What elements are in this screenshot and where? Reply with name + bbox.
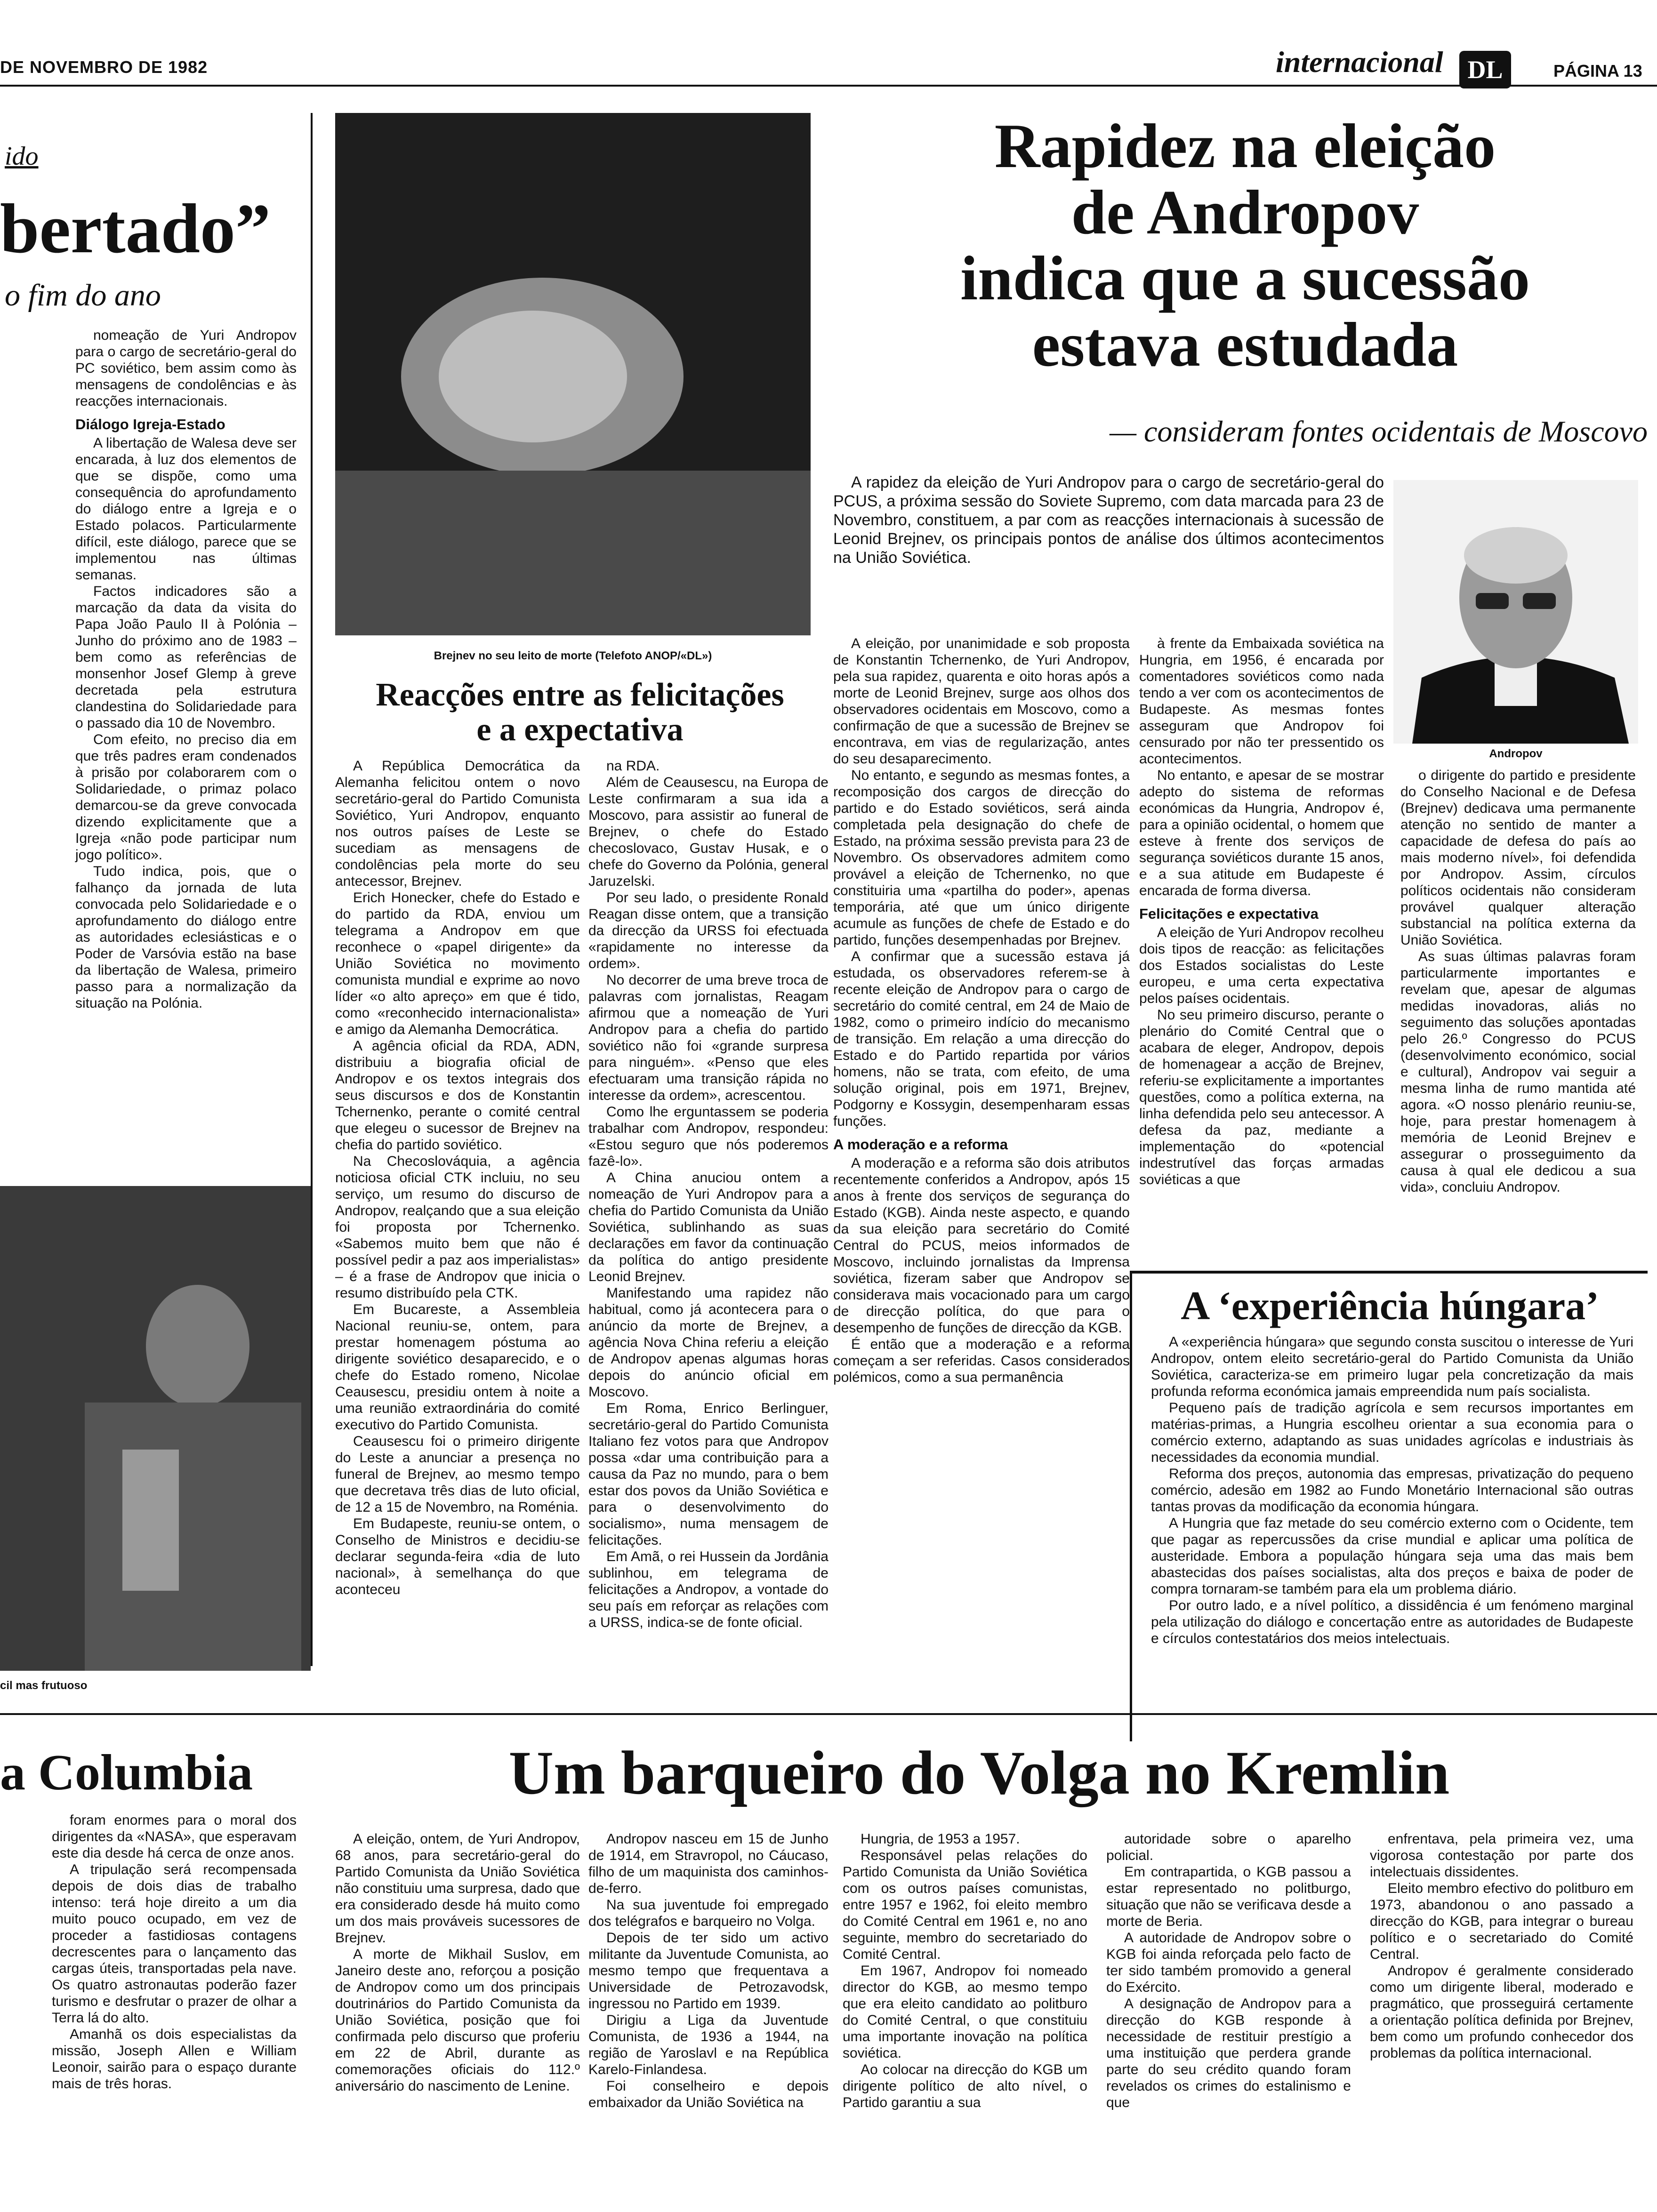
barqueiro-paragraph: Ao colocar na direcção do KGB um dirigente político de alto nível, o Partido garantiu a sua <box>843 2062 1087 2110</box>
barqueiro-col4 <box>1106 1831 1351 2111</box>
left-title: bertado” <box>0 190 271 268</box>
barqueiro-paragraph: Foi conselheiro e depois embaixador da União Soviética na <box>588 2078 828 2110</box>
left-paragraph: Com efeito, no preciso dia em que três padres eram condenados à prisão por colaborarem com o Solidariedade, o primaz polaco demarcou-se da greve convocada dizendo explicitamente que a Igreja «não pode participar num jogo político». <box>75 732 297 863</box>
columbia-title: a Columbia <box>0 1745 253 1801</box>
barqueiro-paragraph: A eleição, ontem, de Yuri Andropov, 68 anos, para secretário-geral do Partido Comunista da União Soviética não constituiu uma surpresa, dado que era considerado desde há muito como um dos mais prováveis sucessores de Brejnev. <box>335 1831 580 1946</box>
main-paragraph: A eleição, por unanimidade e sob proposta de Konstantin Tchernenko, de Yuri Andropov, pela sua rapidez, quarenta e oito horas após a morte de Leonid Brejnev, surge aos olhos dos observadores ocidentais em Moscovo, como a confirmação de que a sucessão de Brejnev se encontrava, em vias de regularização, antes do seu desaparecimento. <box>833 636 1130 767</box>
barqueiro-paragraph: Dirigiu a Liga da Juventude Comunista, de 1936 a 1944, na região de Yaroslavl e na República Karelo-Finlandesa. <box>588 2012 828 2077</box>
barqueiro-paragraph: enfrentava, pela primeira vez, uma vigorosa contestação por parte dos intelectuais dissidentes. <box>1370 1831 1633 1880</box>
andropov-photo-caption: Andropov <box>1489 747 1543 760</box>
barqueiro-paragraph: autoridade sobre o aparelho policial. <box>1106 1831 1351 1863</box>
barqueiro-paragraph: A autoridade de Andropov sobre o KGB foi ainda reforçada pelo facto de ter sido também promovido a general do Exército. <box>1106 1930 1351 1995</box>
barqueiro-col2 <box>588 1831 828 2111</box>
barqueiro-paragraph: A morte de Mikhail Suslov, em Janeiro deste ano, reforçou a posição de Andropov como um dos principais doutrinários do Partido Comunista da União Soviética, posição que foi confirmada pelo discurso que proferiu em 22 de Abril, durante as comemorações oficiais do 112.º aniversário do nascimento de Lenine. <box>335 1947 580 2094</box>
hungara-title: A ‘experiência húngara’ <box>1181 1283 1599 1328</box>
main-paragraph: As suas últimas palavras foram particularmente importantes e revelam que, apesar de algumas medidas inovadoras, aliás no seguimento das soluções apontadas pelo 26.º Congresso do PCUS (desenvolvimento económico, social e cultural), Andropov vai seguir a mesma linha de rumo mantida até agora. «O nosso plenário reuniu-se, hoje, para prestar homenagem à memória de Leonid Brejnev e assegurar o prosseguimento da causa à qual ele dedicou a sua vida», concluiu Andropov. <box>1400 949 1636 1195</box>
military-photo-caption: cil mas frutuoso <box>0 1679 88 1692</box>
columbia-rule <box>0 1713 1657 1715</box>
barqueiro-col1 <box>335 1831 580 2094</box>
columbia-paragraph: Amanhã os dois especialistas da missão, Joseph Allen e William Leonoir, sairão para o espaço durante mais de três horas. <box>52 2027 297 2092</box>
main-article-col1 <box>833 635 1130 1386</box>
main-headline-line: Rapidez na eleição <box>994 111 1496 181</box>
barqueiro-headline: Um barqueiro do Volga no Kremlin <box>508 1738 1450 1807</box>
left-column-rule <box>311 113 313 1666</box>
header-date: DE NOVEMBRO DE 1982 <box>0 57 208 77</box>
main-subhead: Felicitações e expectativa <box>1139 906 1319 922</box>
barqueiro-col5 <box>1370 1831 1633 2061</box>
andropov-photo <box>1393 480 1638 744</box>
newspaper-logo-icon <box>1459 51 1511 88</box>
barqueiro-paragraph: Andropov nasceu em 15 de Junho de 1914, em Stravropol, no Cáucaso, filho de um maquinista dos caminhos-de-ferro. <box>588 1831 828 1896</box>
reaccoes-paragraph: Manifestando uma rapidez não habitual, como já acontecera para o anúncio da morte de Brejnev, a agência Nova China referiu a eleição de Andropov apenas algumas horas depois do anúncio oficial em Moscovo. <box>588 1285 828 1400</box>
main-headline-line: de Andropov <box>1071 177 1419 247</box>
main-paragraph: No entanto, e segundo as mesmas fontes, a recomposição dos cargos de direcção do partido e do Estado soviéticos, será ainda completada pela designação do chefe de Estado, na próxima sessão prevista para 23 de Novembro. Os observadores admitem como provável a eleição de Tchernenko, no que constituiria uma «partilha do poder», apenas temporária, até que um único dirigente acumule as funções de chefe de Estado e do partido, funções desempenhadas por Brejnev. <box>833 768 1130 948</box>
reaccoes-col1 <box>335 758 580 1598</box>
military-photo <box>0 1186 311 1671</box>
reaccoes-paragraph: Por seu lado, o presidente Ronald Reagan disse ontem, que a transição da direcção da URSS foi efectuada «rapidamente no interesse da ordem». <box>588 890 828 971</box>
columbia-paragraph: foram enormes para o moral dos dirigentes da «NASA», que esperavam este dia desde há cerca de onze anos. <box>52 1812 297 1861</box>
hungara-paragraph: A Hungria que faz metade do seu comércio externo com o Ocidente, tem que pagar as repercussões da crise mundial e aplicar uma política de austeridade. Embora a população húngara seja uma das mais bem abastecidas dos países socialistas, alta dos preços e baixa de poder de compra tornaram-se também para ela um problema diário. <box>1151 1515 1633 1597</box>
barqueiro-paragraph: Na sua juventude foi empregado dos telégrafos e barqueiro no Volga. <box>588 1897 828 1929</box>
reaccoes-paragraph: Erich Honecker, chefe do Estado e do partido da RDA, enviou um telegrama a Andropov em que reconhece o «papel dirigente» da União Soviética no movimento comunista mundial e exprime ao novo líder «o alto apreço» em que é tido, como «reconhecido internacionalista» e amigo da Alemanha Democrática. <box>335 890 580 1037</box>
main-paragraph: É então que a moderação e a reforma começam a ser referidas. Casos considerados polémicos, como a sua permanência <box>833 1337 1130 1385</box>
reaccoes-paragraph: A agência oficial da RDA, ADN, distribuiu a biografia oficial de Andropov e os textos integrais dos seus discursos e dos de Konstantin Tchernenko, perante o comité central que elegeu o sucessor de Brejnev na chefia do partido soviético. <box>335 1038 580 1153</box>
reaccoes-paragraph: Ceausescu foi o primeiro dirigente do Leste a anunciar a presença no funeral de Brejnev, ao mesmo tempo que decretava três dias de luto oficial, de 12 a 15 de Novembro, na Roménia. <box>335 1434 580 1515</box>
left-subhead: Diálogo Igreja-Estado <box>75 416 225 433</box>
header-rule <box>0 85 1657 87</box>
main-subtitle: — consideram fontes ocidentais de Moscovo <box>1110 415 1648 448</box>
reaccoes-paragraph: Em Amã, o rei Hussein da Jordânia sublinhou, em telegrama de felicitações a Andropov, a vontade do seu país em reforçar as relações com a URSS, indica-se de fonte oficial. <box>588 1549 828 1630</box>
barqueiro-col3 <box>843 1831 1087 2111</box>
main-lead <box>833 473 1384 567</box>
columbia-paragraph: A tripulação será recompensada depois de dois dias de trabalho intenso: terá hoje direito a um dia muito pouco ocupado, em vez de proceder a fastidiosas contagens decrescentes para o lançamento das cargas úteis, transportadas pela nave. Os quatro astronautas poderão fazer turismo e desfrutar o prazer de olhar a Terra lá do alto. <box>52 1862 297 2026</box>
section-title: internacional <box>1276 45 1443 79</box>
main-paragraph: A eleição de Yuri Andropov recolheu dois tipos de reacção: as felicitações dos Estados socialistas do Leste europeu, e uma certa expectativa pelos países ocidentais. <box>1139 925 1384 1006</box>
hungara-body <box>1132 1329 1648 1647</box>
reaccoes-paragraph: na RDA. <box>606 758 660 774</box>
hungara-paragraph: A «experiência húngara» que segundo consta suscitou o interesse de Yuri Andropov, ontem eleito secretário-geral do Partido Comunista da União Soviética, caracteriza-se em primeiro lugar pela concretização da mais profunda reforma económica jamais empreendida num país socialista. <box>1151 1334 1633 1399</box>
main-article-col3 <box>1400 767 1636 1195</box>
main-lead-text: A rapidez da eleição de Yuri Andropov para o cargo de secretário-geral do PCUS, a próxima sessão do Soviete Supremo, com data marcada para 23 de Novembro, constituem, a par com as reacções internacionais à sucessão de Leonid Brejnev, os principais pontos de análise dos últimos acontecimentos na União Soviética. <box>833 473 1384 567</box>
main-paragraph: A confirmar que a sucessão estava já estudada, os observadores referem-se à recente eleição de Andropov para o cargo de secretário do comité central, em 24 de Maio de 1982, como o primeiro indício do mecanismo de transição. Em relação a uma direcção do Estado e do Partido repartida por vários homens, não se trata, com efeito, de uma solução original, pois em 1971, Brejnev, Podgorny e Kossygin, desempenharam essas funções. <box>833 949 1130 1129</box>
left-subtitle: o fim do ano <box>5 278 161 313</box>
hungara-paragraph: Por outro lado, e a nível político, a dissidência é um fenómeno marginal pela utilização do diálogo e concertação entre as autoridades de Budapeste e círculos contestatários dos meios intelectuais. <box>1151 1598 1633 1646</box>
barqueiro-paragraph: Eleito membro efectivo do politburo em 1973, abandonou o ano passado a direcção do KGB, para integrar o bureau político e o secretariado do Comité Central. <box>1370 1881 1633 1962</box>
main-headline-line: indica que a sucessão <box>960 243 1530 313</box>
reaccoes-paragraph: A China anuciou ontem a nomeação de Yuri Andropov para a chefia do Partido Comunista da União Soviética, sublinhando as suas declarações em favor da continuação da política do antigo presidente Leonid Brejnev. <box>588 1170 828 1284</box>
reaccoes-paragraph: No decorrer de uma breve troca de palavras com jornalistas, Reagam afirmou que a nomeação de Yuri Andropov para a chefia do partido soviético não foi «grande surpresa para ninguém». «Penso que eles efectuaram uma transição rápida no interesse da ordem», acrescentou. <box>588 972 828 1103</box>
reaccoes-paragraph: Em Budapeste, reuniu-se ontem, o Conselho de Ministros e decidiu-se declarar segunda-feira «dia de luto nacional», à semelhança do que aconteceu <box>335 1516 580 1597</box>
barqueiro-paragraph: Depois de ter sido um activo militante da Juventude Comunista, ao mesmo tempo que frequentava a Universidade de Petrozavodsk, ingressou no Partido em 1939. <box>588 1930 828 2012</box>
hungara-box <box>1130 1271 1648 1741</box>
hungara-paragraph: Reforma dos preços, autonomia das empresas, privatização do pequeno comércio, adesão em 1982 ao Fundo Monetário Internacional são outras tantas provas da modificação da economia húngara. <box>1151 1466 1633 1515</box>
barqueiro-paragraph: Em 1967, Andropov foi nomeado director do KGB, ao mesmo tempo que era eleito candidato ao politburo do Comité Central, o que constituiu uma importante inovação na política soviética. <box>843 1963 1087 2061</box>
reaccoes-paragraph: Além de Ceausescu, na Europa de Leste confirmaram a sua ida a Moscovo, para assistir ao funeral de Brejnev, o chefe do Estado checoslovaco, Gustav Husak, e o chefe do Governo da Polónia, general Jaruzelski. <box>588 775 828 889</box>
left-paragraph: Factos indicadores são a marcação da data da visita do Papa João Paulo II à Polónia – Junho do próximo ano de 1983 – bem como as referências de monsenhor Josef Glemp à greve decretada pela estrutura clandestina do Solidariedade para o passado dia 10 de Novembro. <box>75 584 297 731</box>
reaccoes-paragraph: Como lhe erguntassem se poderia trabalhar com Andropov, respondeu: «Estou seguro que nós poderemos fazê-lo». <box>588 1104 828 1169</box>
main-paragraph: No entanto, e apesar de se mostrar adepto do sistema de reformas económicas da Hungria, Andropov é, para a opinião ocidental, o homem que esteve à frente dos serviços de segurança soviéticos durante 15 anos, e a sua atitude em Budapeste é encarada de forma diversa. <box>1139 768 1384 898</box>
reaccoes-paragraph: A República Democrática da Alemanha felicitou ontem o novo secretário-geral do Partido Comunista Soviético, Yuri Andropov, enquanto nos outros países de Leste se sucediam as mensagens de condolências pela morte do seu antecessor, Brejnev. <box>335 758 580 889</box>
reaccoes-headline-line: Reacções entre as felicitações <box>376 677 784 713</box>
left-paragraph: A libertação de Walesa deve ser encarada, à luz dos elementos de que se dispõe, como uma consequência do aprofundamento do diálogo entre a Igreja e o Estado polacos. Particularmente difícil, este diálogo, parece que se implementou nas últimas semanas. <box>75 435 297 583</box>
left-paragraph: Tudo indica, pois, que o falhanço da jornada de luta convocada pelo Solidariedade e o aprofundamento do diálogo entre as autoridades eclesiásticas e o Poder de Varsóvia estão na base da libertação de Walesa, primeiro passo para a normalização da situação na Polónia. <box>75 864 297 1011</box>
left-kicker: ido <box>5 142 39 171</box>
brejnev-photo-figure <box>335 113 811 635</box>
brejnev-photo <box>335 113 811 635</box>
main-subhead: A moderação e a reforma <box>833 1136 1008 1153</box>
main-headline-line: estava estudada <box>1032 310 1458 380</box>
logo-text: DL <box>1467 56 1503 84</box>
barqueiro-paragraph: Andropov é geralmente considerado como um dirigente liberal, moderado e pragmático, que prosseguirá certamente a orientação política definida por Brejnev, bem como um profundo conhecedor dos problemas da política internacional. <box>1370 1963 1633 2061</box>
reaccoes-headline-line: e a expectativa <box>476 711 684 748</box>
andropov-portrait <box>1393 480 1638 744</box>
left-article-body <box>75 327 297 1011</box>
columbia-body <box>52 1812 297 2092</box>
barqueiro-paragraph: Responsável pelas relações do Partido Comunista da União Soviética com os outros países comunistas, entre 1957 e 1962, foi eleito membro do Comité Central em 1961 e, no ano seguinte, membro do secretariado do Comité Central. <box>843 1848 1087 1962</box>
hungara-paragraph: Pequeno país de tradição agrícola e sem recursos importantes em matérias-primas, a Hungria escolheu orientar a sua economia para o comércio externo, adaptando as suas unidades agrícolas e industriais às necessidades da economia mundial. <box>1151 1400 1633 1465</box>
main-paragraph: No seu primeiro discurso, perante o plenário do Comité Central que o acabara de eleger, Andropov, depois de homenagear a acção de Brejnev, referiu-se explicitamente a importantes questões, como a política externa, na linha defendida pelo seu antecessor. A defesa da paz, mediante a implementação do «potencial indestrutível das forças armadas soviéticas a que <box>1139 1007 1384 1187</box>
left-paragraph: nomeação de Yuri Andropov para o cargo de secretário-geral do PC soviético, bem assim como às mensagens de condolências e às reacções internacionais. <box>75 328 297 409</box>
reaccoes-paragraph: Em Bucareste, a Assembleia Nacional reuniu-se, ontem, para prestar homenagem póstuma ao dirigente soviético desaparecido, e o chefe do Estado romeno, Nicolae Ceausescu, presidiu ontem à noite a uma reunião extraordinária do comité executivo do Partido Comunista. <box>335 1302 580 1433</box>
main-article-col2 <box>1139 635 1384 1188</box>
main-headline <box>833 113 1657 378</box>
main-paragraph: à frente da Embaixada soviética na Hungria, em 1956, é encarada por comentadores soviéticos como nada tendo a ver com os acontecimentos de Budapeste. As mesmas fontes asseguram que Andropov foi censurado por não ter pressentido os acontecimentos. <box>1139 636 1384 767</box>
reaccoes-headline <box>335 678 825 747</box>
reaccoes-paragraph: Em Roma, Enrico Berlinguer, secretário-geral do Partido Comunista Italiano fez votos para que Andropov possa «dar uma contribuição para a causa da Paz no mundo, para o bem estar dos povos da União Soviética e para o desenvolvimento do socialismo», numa mensagem de felicitações. <box>588 1401 828 1548</box>
military-photo-figure <box>0 1186 311 1671</box>
main-paragraph: o dirigente do partido e presidente do Conselho Nacional e de Defesa (Brejnev) dedicava uma permanente atenção no sentido de manter a capacidade de defesa do país ao mais moderno nível», foi defendida por Andropov. Assim, círculos políticos ocidentais não consideram provável qualquer alteração substancial na política externa da União Soviética. <box>1400 768 1636 948</box>
barqueiro-paragraph: Hungria, de 1953 a 1957. <box>861 1831 1020 1847</box>
barqueiro-paragraph: Em contrapartida, o KGB passou a estar representado no politburgo, situação que não se verificava desde a morte de Beria. <box>1106 1864 1351 1929</box>
main-paragraph: A moderação e a reforma são dois atributos recentemente conferidos a Andropov, após 15 anos à frente dos serviços de segurança do Estado (KGB). Ainda neste aspecto, e quando da sua eleição para secretário do Comité Central do PCUS, meios informados de Moscovo, incluindo jornalistas da Imprensa soviética, fizeram saber que Andropov se considerava mais vocacionado para um cargo de direcção política, do que para o desempenho de funções de direcção da KGB. <box>833 1155 1130 1336</box>
page-number: PÁGINA 13 <box>1553 61 1642 80</box>
brejnev-photo-caption: Brejnev no seu leito de morte (Telefoto ANOP/«DL») <box>434 649 712 662</box>
reaccoes-col2 <box>588 758 828 1631</box>
reaccoes-paragraph: Na Checoslováquia, a agência noticiosa oficial CTK incluiu, no seu serviço, um resumo do discurso de Andropov, realçando que a sua eleição foi proposta por Tchernenko. «Sabemos muito bem que não é possível pedir a paz aos imperialistas» – é a frase de Andropov que inicia o resumo distribuído pela CTK. <box>335 1154 580 1301</box>
barqueiro-paragraph: A designação de Andropov para a direcção do KGB responde à necessidade de restituir prestígio a uma instituição que perdera grande parte do seu crédito quando foram revelados os crimes do estalinismo e que <box>1106 1996 1351 2110</box>
